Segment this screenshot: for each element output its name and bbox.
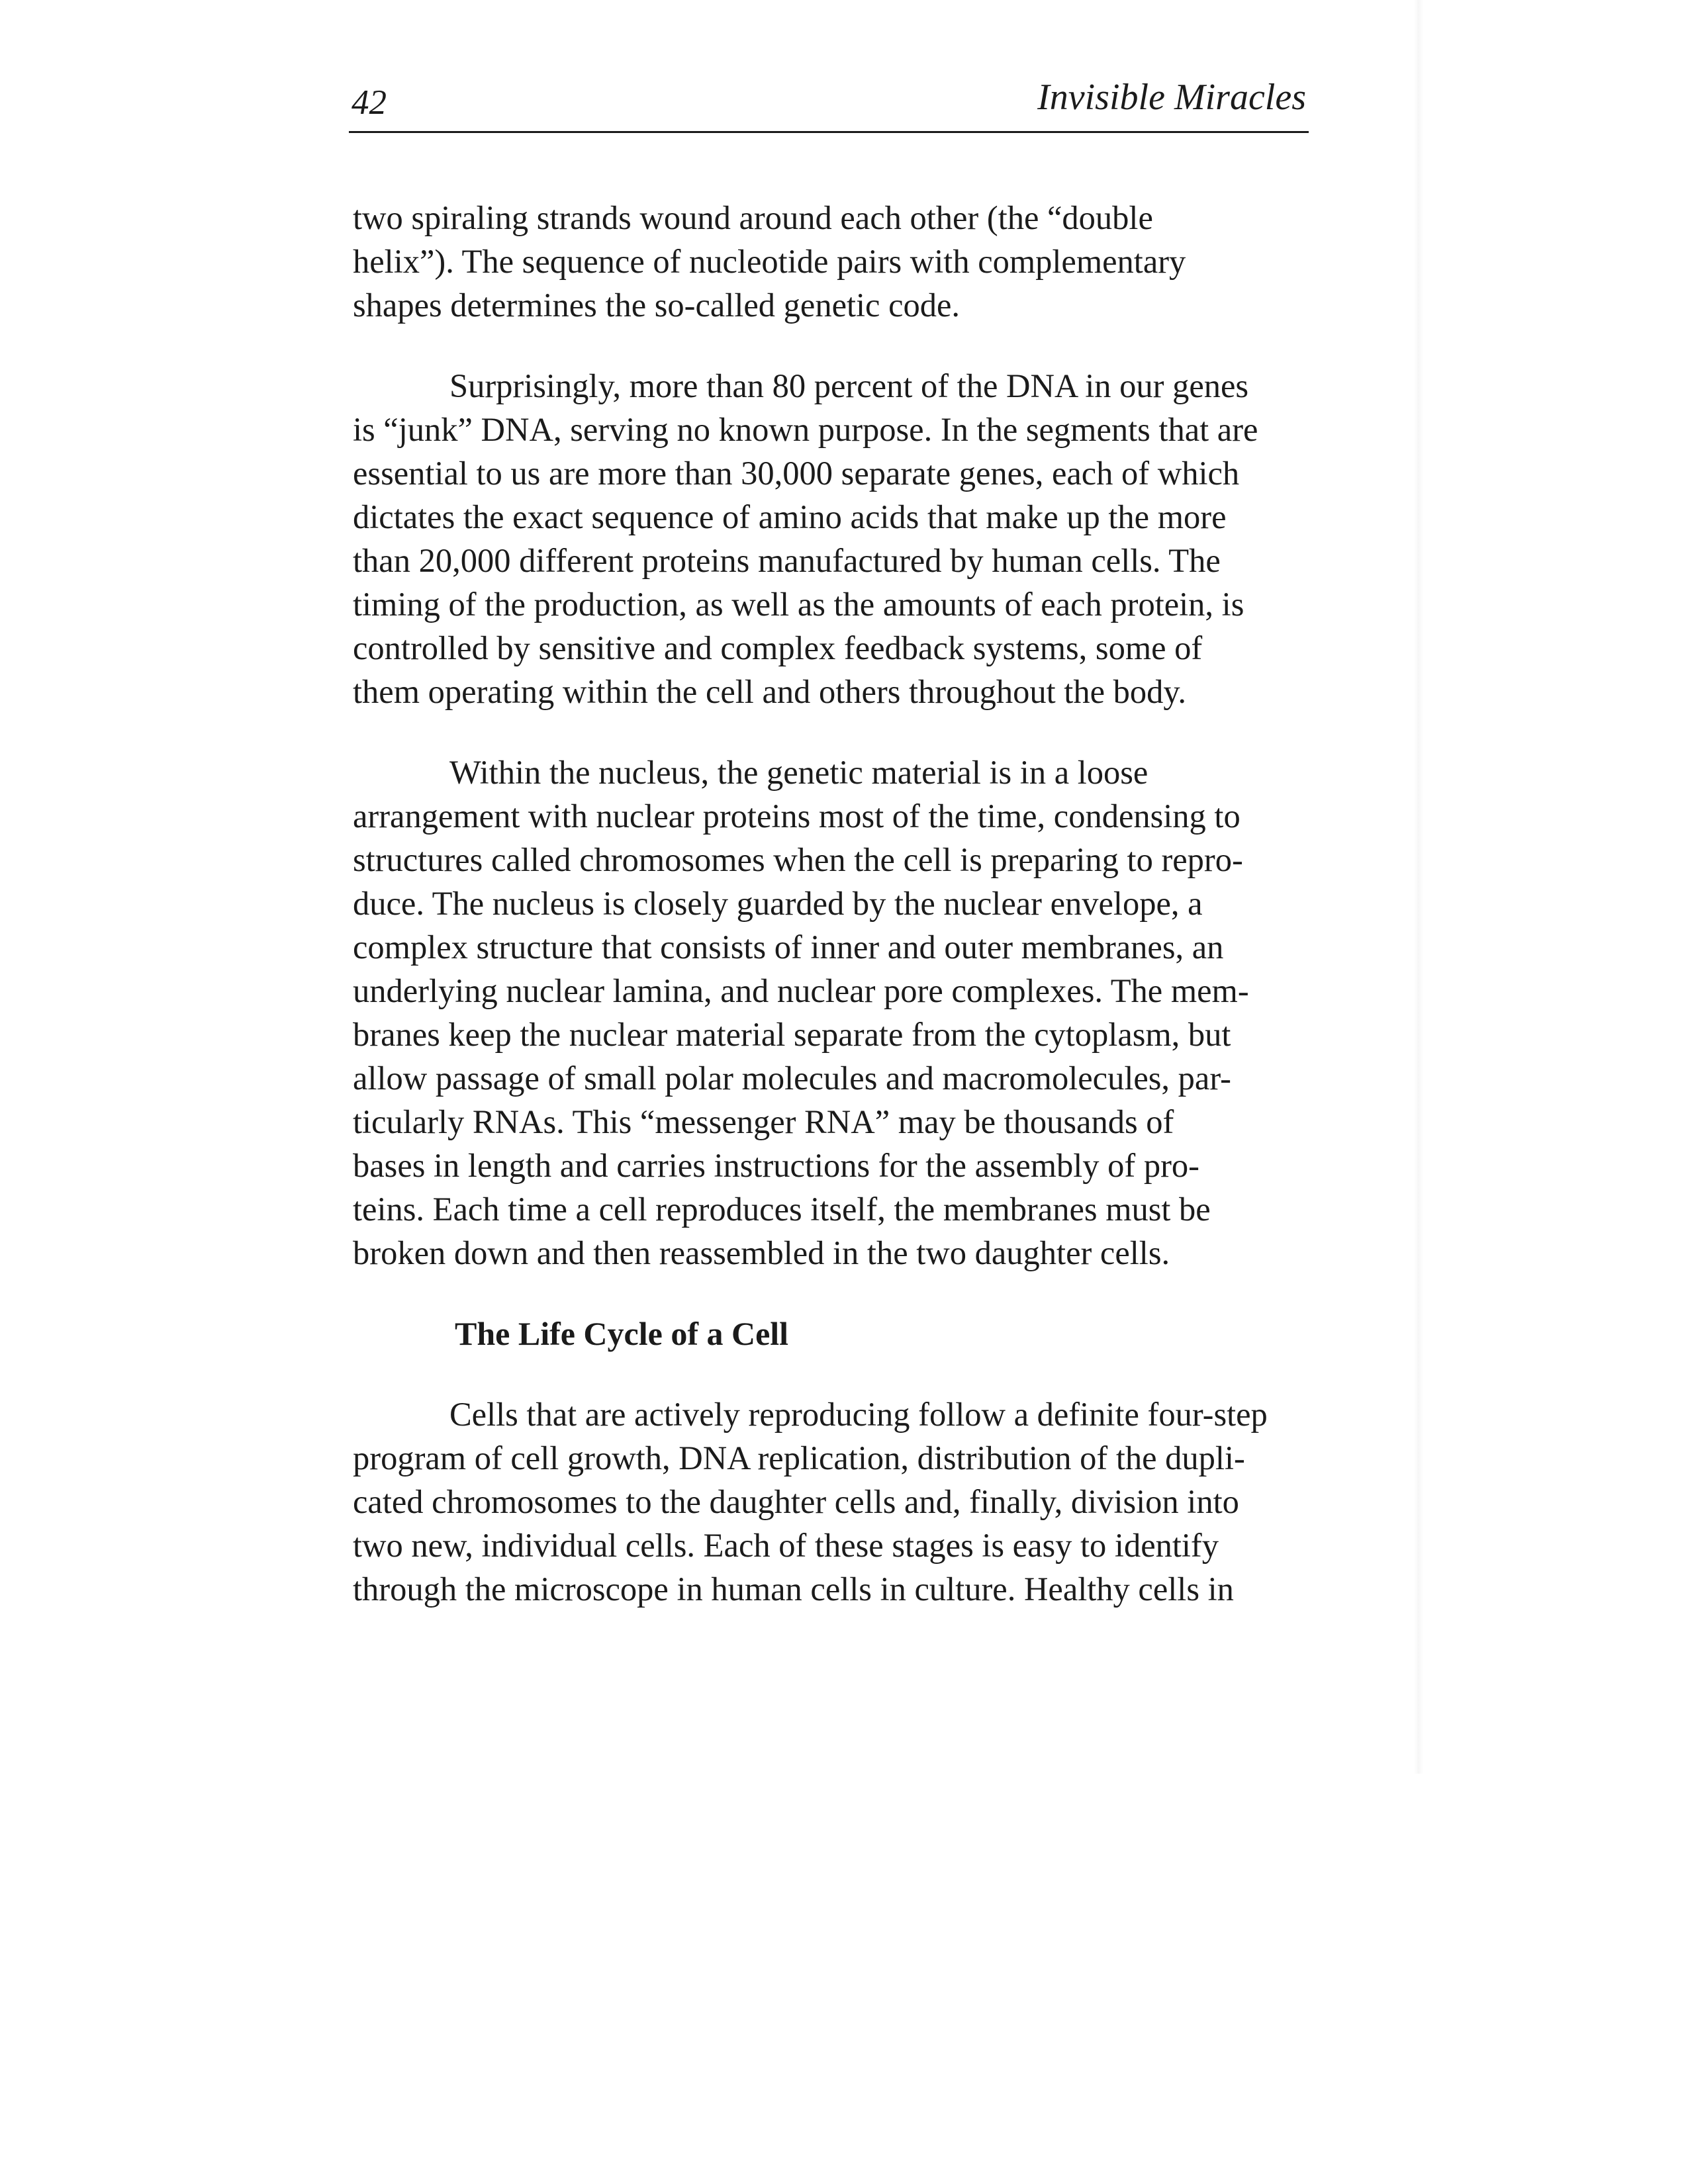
text-line: Surprisingly, more than 80 percent of the DNA in our genes bbox=[449, 367, 1249, 404]
text-line: branes keep the nuclear material separate from the cytoplasm, but bbox=[353, 1016, 1231, 1053]
text-line: teins. Each time a cell reproduces itself, the membranes must be bbox=[353, 1191, 1211, 1228]
scan-shadow-edge bbox=[1414, 0, 1423, 1774]
section-heading: The Life Cycle of a Cell bbox=[455, 1315, 789, 1352]
text-line: underlying nuclear lamina, and nuclear pore complexes. The mem- bbox=[353, 972, 1249, 1009]
text-line: them operating within the cell and others throughout the body. bbox=[353, 673, 1186, 710]
text-line: than 20,000 different proteins manufactured by human cells. The bbox=[353, 542, 1221, 579]
text-line: duce. The nucleus is closely guarded by the nuclear envelope, a bbox=[353, 885, 1203, 922]
text-line: timing of the production, as well as the amounts of each protein, is bbox=[353, 586, 1244, 623]
text-line: complex structure that consists of inner and outer membranes, an bbox=[353, 929, 1224, 966]
body-text bbox=[353, 196, 1319, 1648]
paragraph-double-helix bbox=[353, 196, 1319, 327]
text-line: helix”). The sequence of nucleotide pairs with complementary bbox=[353, 243, 1186, 280]
text-line: controlled by sensitive and complex feedback systems, some of bbox=[353, 629, 1203, 666]
text-line: allow passage of small polar molecules and macromolecules, par- bbox=[353, 1060, 1231, 1097]
running-head bbox=[349, 73, 1309, 132]
page-number: 42 bbox=[352, 83, 387, 122]
paragraph-junk-dna bbox=[353, 364, 1319, 713]
text-line: essential to us are more than 30,000 separate genes, each of which bbox=[353, 455, 1240, 492]
paragraph-cell-cycle bbox=[353, 1392, 1319, 1611]
text-line: two spiraling strands wound around each other (the “double bbox=[353, 199, 1153, 236]
text-line: bases in length and carries instructions for the assembly of pro- bbox=[353, 1147, 1199, 1184]
text-line: ticularly RNAs. This “messenger RNA” may be thousands of bbox=[353, 1103, 1174, 1140]
text-line: shapes determines the so-called genetic code. bbox=[353, 287, 961, 324]
text-line: arrangement with nuclear proteins most of the time, condensing to bbox=[353, 797, 1241, 835]
text-line: Within the nucleus, the genetic material is in a loose bbox=[449, 754, 1149, 791]
text-line: broken down and then reassembled in the two daughter cells. bbox=[353, 1234, 1170, 1271]
paragraph-nucleus bbox=[353, 751, 1319, 1275]
text-line: dictates the exact sequence of amino acids that make up the more bbox=[353, 498, 1227, 535]
text-line: two new, individual cells. Each of these stages is easy to identify bbox=[353, 1527, 1219, 1564]
text-line: structures called chromosomes when the cell is preparing to repro- bbox=[353, 841, 1243, 878]
text-line: Cells that are actively reproducing follow a definite four-step bbox=[449, 1396, 1268, 1433]
text-line: program of cell growth, DNA replication, distribution of the dupli- bbox=[353, 1439, 1245, 1477]
header-rule bbox=[349, 131, 1309, 133]
running-title: Invisible Miracles bbox=[1037, 77, 1306, 118]
text-line: is “junk” DNA, serving no known purpose. In the segments that are bbox=[353, 411, 1258, 448]
text-line: cated chromosomes to the daughter cells and, finally, division into bbox=[353, 1483, 1239, 1520]
text-line: through the microscope in human cells in culture. Healthy cells in bbox=[353, 1570, 1234, 1608]
